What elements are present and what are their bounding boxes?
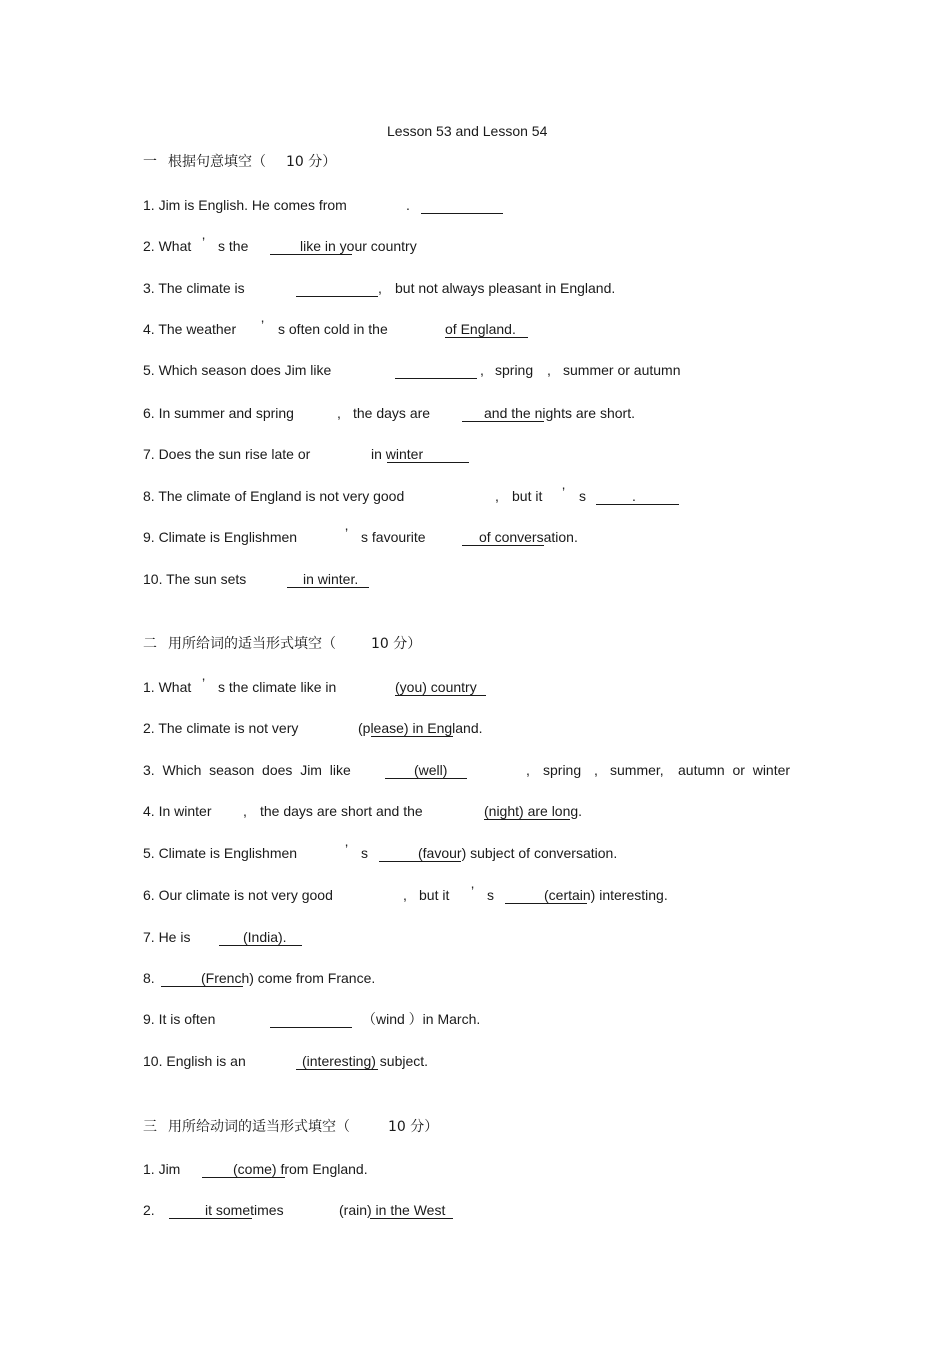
question-text: the days are short and the: [260, 803, 423, 819]
question-text: but it: [419, 887, 450, 903]
question-text: ,: [243, 803, 247, 819]
answer-blank[interactable]: [596, 504, 679, 505]
question-text: ,: [403, 887, 407, 903]
question-text: （wind ）in March.: [362, 1011, 481, 1027]
apostrophe: ’: [345, 525, 349, 541]
answer-blank[interactable]: [385, 778, 467, 779]
answer-blank[interactable]: [505, 903, 587, 904]
question-text: 4. The weather: [143, 321, 237, 337]
answer-blank[interactable]: [202, 1177, 285, 1178]
question-text: (interesting) subject.: [302, 1053, 429, 1069]
question-text: 1. What: [143, 679, 192, 695]
answer-blank[interactable]: [296, 296, 378, 297]
question-text: ,: [495, 488, 499, 504]
question-text: (certain) interesting.: [544, 887, 668, 903]
answer-blank[interactable]: [484, 819, 570, 820]
section-1-score: 10 分）: [286, 154, 337, 170]
question-text: it sometimes: [205, 1202, 284, 1218]
question-text: (well): [414, 762, 448, 778]
question-text: ,: [337, 405, 341, 421]
question-text: .: [406, 197, 410, 213]
question-text: 7. Does the sun rise late or: [143, 446, 311, 462]
answer-blank[interactable]: [169, 1218, 252, 1219]
answer-blank[interactable]: [421, 213, 503, 214]
apostrophe: ’: [562, 484, 566, 500]
answer-blank[interactable]: [395, 695, 486, 696]
answer-blank[interactable]: [387, 462, 469, 463]
question-text: (please) in England.: [358, 720, 483, 736]
answer-blank[interactable]: [395, 378, 477, 379]
question-text: 2. What: [143, 238, 192, 254]
question-text: in winter.: [303, 571, 359, 587]
question-text: 7. He is: [143, 929, 191, 945]
answer-blank[interactable]: [287, 587, 369, 588]
section-3-score: 10 分）: [388, 1119, 439, 1135]
question-text: the days are: [353, 405, 431, 421]
question-text: (French) come from France.: [201, 970, 376, 986]
question-text: 9. Climate is Englishmen: [143, 529, 298, 545]
question-text: ,: [547, 362, 551, 378]
page-title: Lesson 53 and Lesson 54: [387, 123, 548, 139]
question-text: 5. Which season does Jim like: [143, 362, 332, 378]
section-2-heading: 用所给词的适当形式填空（: [168, 636, 336, 652]
question-text: 3. The climate is: [143, 280, 245, 296]
question-text: s: [579, 488, 586, 504]
answer-blank[interactable]: [445, 337, 528, 338]
question-text: (night) are long.: [484, 803, 583, 819]
question-text: (you) country: [395, 679, 477, 695]
question-text: summer or autumn: [563, 362, 681, 378]
question-text: 1. Jim is English. He comes from: [143, 197, 347, 213]
section-3-heading: 用所给动词的适当形式填空（: [168, 1119, 350, 1135]
answer-blank[interactable]: [270, 1027, 352, 1028]
question-text: s: [487, 887, 494, 903]
answer-blank[interactable]: [219, 945, 302, 946]
question-text: 6. Our climate is not very good: [143, 887, 333, 903]
apostrophe: ’: [261, 317, 265, 333]
question-text: in winter: [371, 446, 424, 462]
question-text: but it: [512, 488, 543, 504]
apostrophe: ’: [471, 883, 475, 899]
question-text: 8.: [143, 970, 155, 986]
section-3-number: 三: [143, 1119, 157, 1135]
answer-blank[interactable]: [370, 1218, 453, 1219]
question-text: (rain) in the West: [339, 1202, 446, 1218]
question-text: 10. English is an: [143, 1053, 246, 1069]
question-text: 5. Climate is Englishmen: [143, 845, 298, 861]
answer-blank[interactable]: [371, 736, 453, 737]
apostrophe: ’: [345, 841, 349, 857]
question-text: of England.: [445, 321, 516, 337]
section-1-number: 一: [143, 154, 157, 170]
question-text: s often cold in the: [278, 321, 388, 337]
question-text: like in your country: [300, 238, 417, 254]
question-text: (favour) subject of conversation.: [418, 845, 618, 861]
answer-blank[interactable]: [161, 986, 243, 987]
section-1-heading: 根据句意填空（: [168, 154, 266, 170]
question-text: 2.: [143, 1202, 155, 1218]
question-text: 4. In winter: [143, 803, 212, 819]
question-text: 10. The sun sets: [143, 571, 247, 587]
question-text: s the climate like in: [218, 679, 337, 695]
question-text: 8. The climate of England is not very good: [143, 488, 405, 504]
section-2-number: 二: [143, 636, 157, 652]
question-text: 6. In summer and spring: [143, 405, 294, 421]
answer-blank[interactable]: [379, 861, 461, 862]
answer-blank[interactable]: [270, 254, 352, 255]
question-text: .: [632, 488, 636, 504]
question-text: 2. The climate is not very: [143, 720, 299, 736]
apostrophe: ’: [202, 675, 206, 691]
question-text: spring: [543, 762, 582, 778]
question-text: autumn or winter: [678, 762, 791, 778]
question-text: s: [361, 845, 368, 861]
question-text: ,: [480, 362, 484, 378]
question-text: ,: [594, 762, 598, 778]
apostrophe: ’: [202, 234, 206, 250]
question-text: 9. It is often: [143, 1011, 216, 1027]
question-text: but not always pleasant in England.: [395, 280, 616, 296]
answer-blank[interactable]: [462, 545, 544, 546]
question-text: and the nights are short.: [484, 405, 635, 421]
question-text: of conversation.: [479, 529, 578, 545]
question-text: s favourite: [361, 529, 426, 545]
question-text: (India).: [243, 929, 287, 945]
answer-blank[interactable]: [462, 421, 544, 422]
question-text: ,: [526, 762, 530, 778]
question-text: s the: [218, 238, 249, 254]
question-text: ,: [378, 280, 382, 296]
question-text: spring: [495, 362, 534, 378]
section-2-score: 10 分）: [371, 636, 422, 652]
question-text: 1. Jim: [143, 1161, 181, 1177]
question-text: 3. Which season does Jim like: [143, 762, 351, 778]
question-text: (come) from England.: [233, 1161, 368, 1177]
question-text: summer,: [610, 762, 664, 778]
answer-blank[interactable]: [296, 1069, 378, 1070]
